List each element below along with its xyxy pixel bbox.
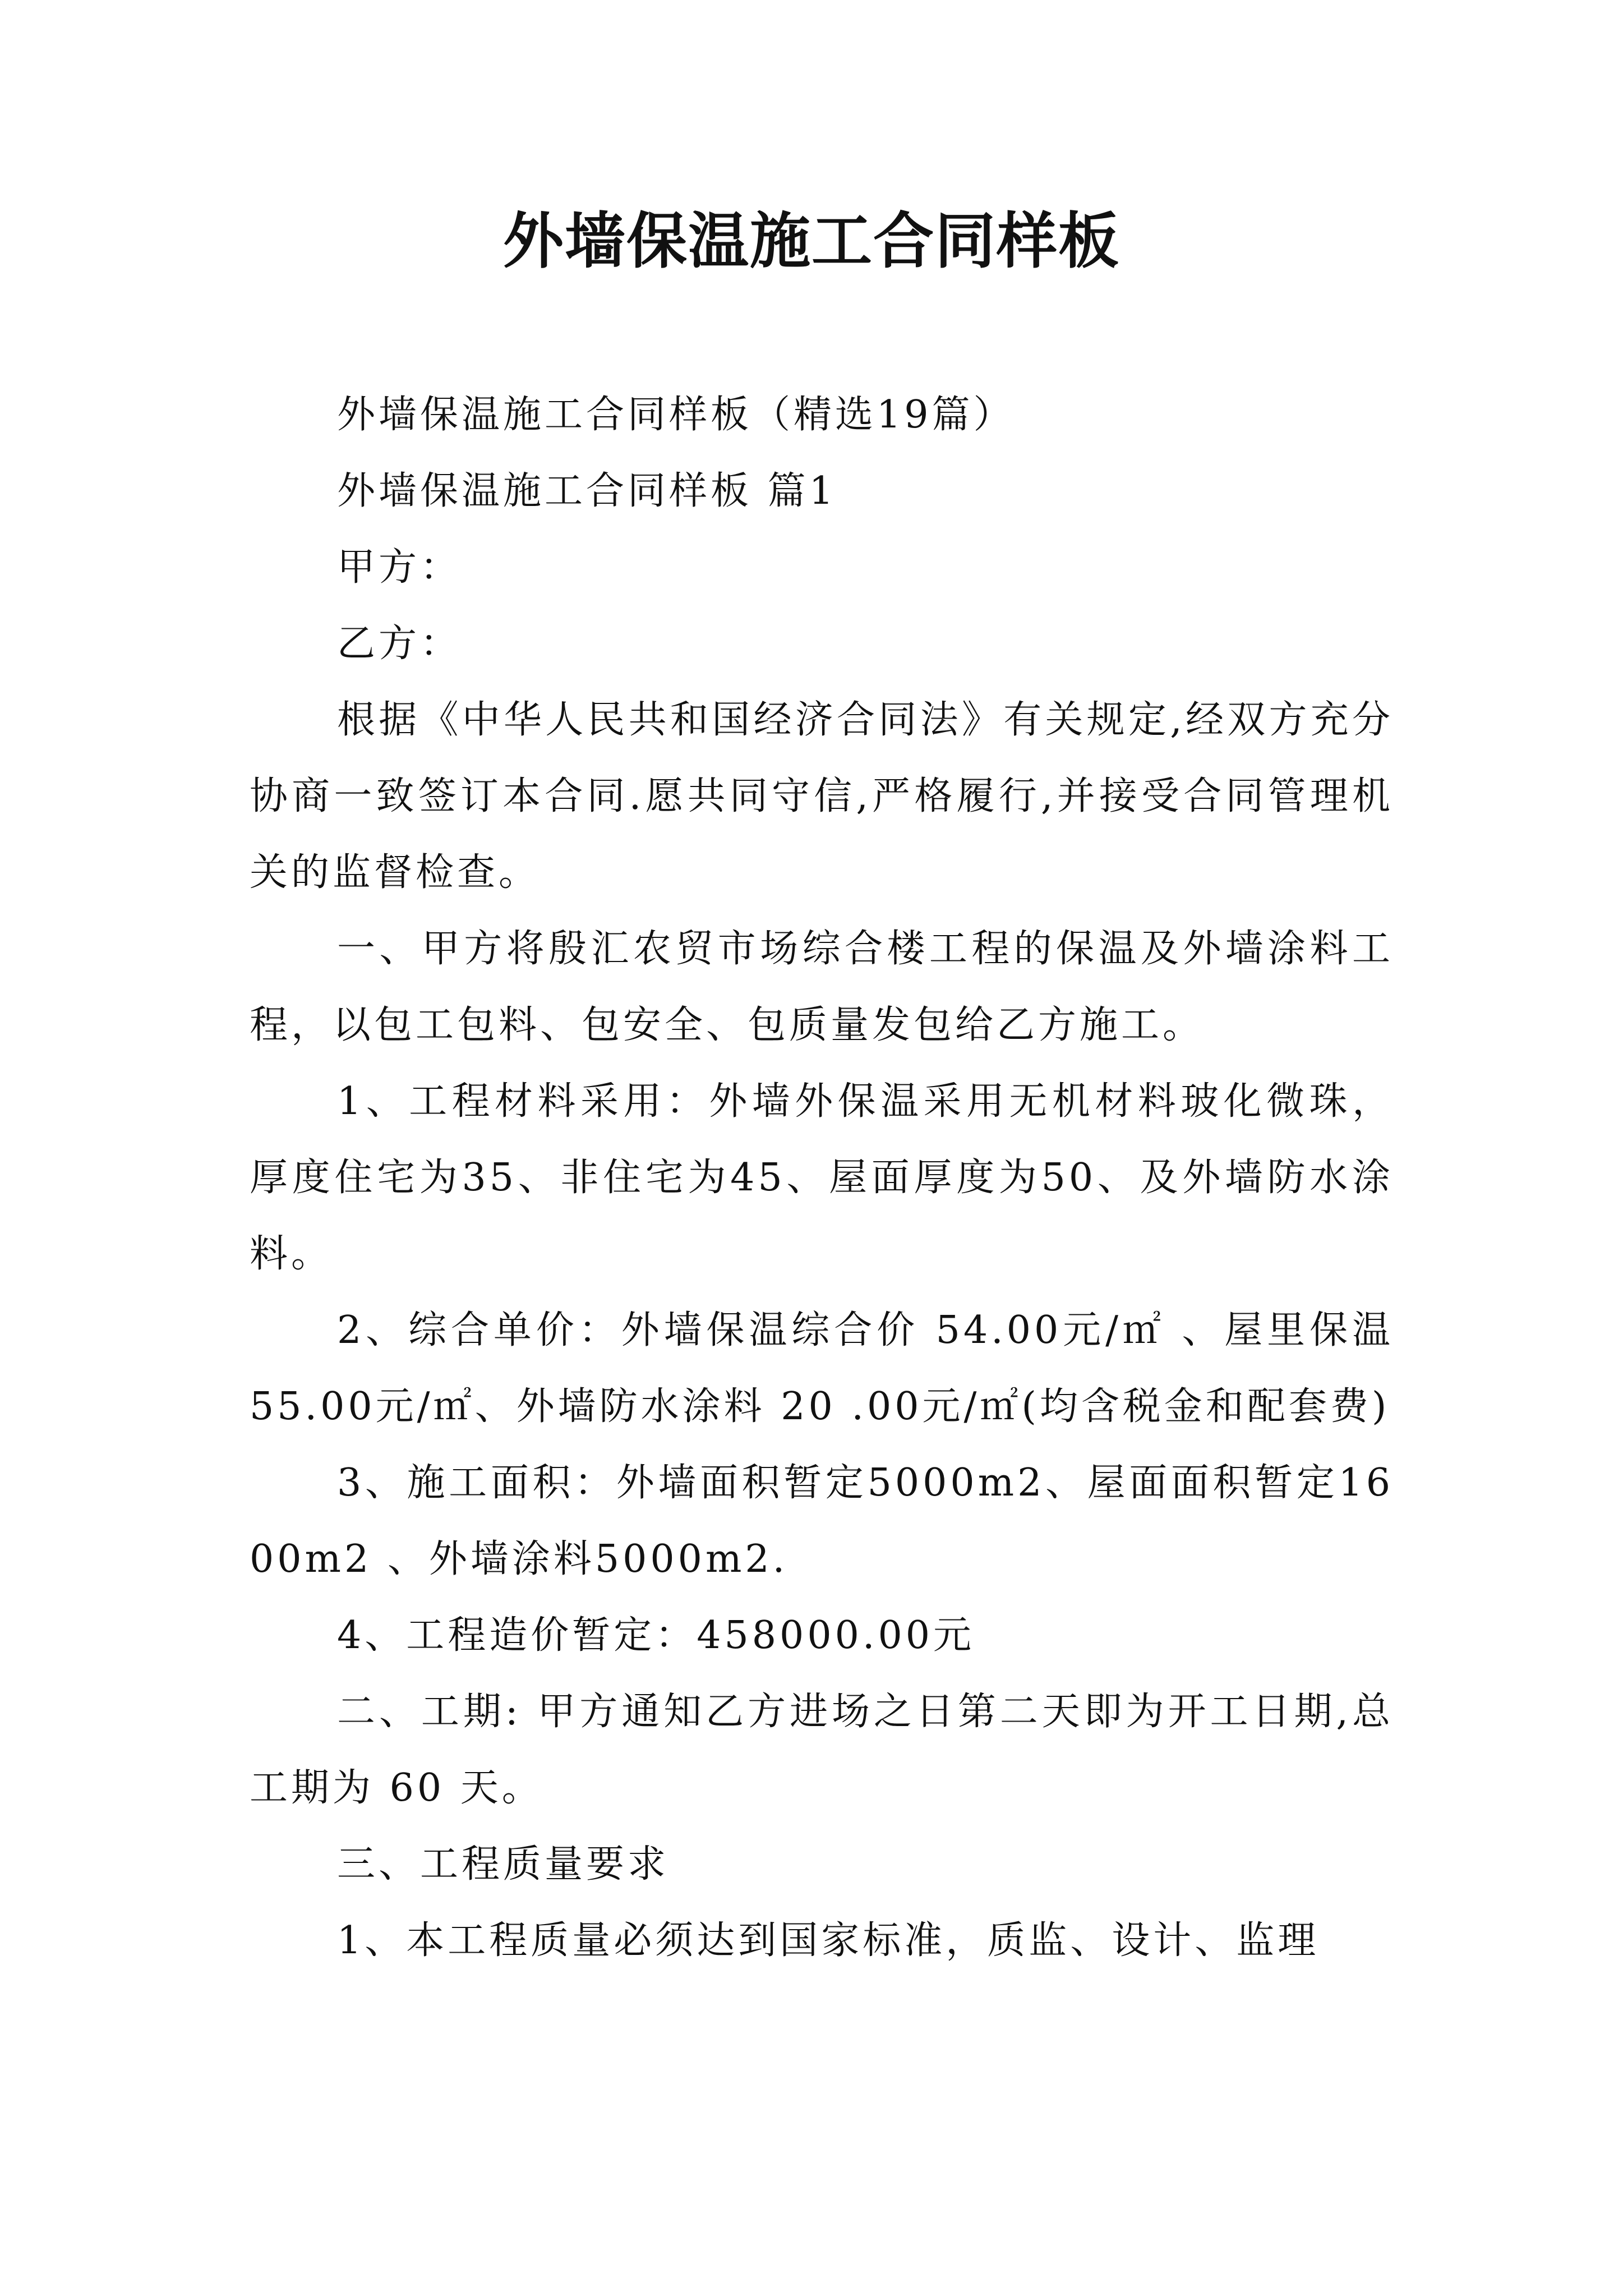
document-title: 外墙保温施工合同样板: [502, 206, 1120, 277]
paragraph-party-a: 甲方：: [337, 545, 462, 590]
paragraph-cost: 4、工程造价暂定：458000.00元: [337, 1613, 975, 1658]
paragraph-quality-1: 1、本工程质量必须达到国家标准，质监、设计、监理: [337, 1918, 1320, 1963]
paragraph-unit-price: 2、综合单价：外墙保温综合价 54.00元/㎡ 、屋里保温 55.00元/㎡、外墙防水涂料 20 .00元/㎡(均含税金和配套费): [250, 1308, 1394, 1429]
paragraph-materials: 1、工程材料采用：外墙外保温采用无机材料玻化微珠，厚度住宅为35、非住宅为45、屋面厚度为50、及外墙防水涂料。: [250, 1079, 1394, 1276]
paragraph-area: 3、施工面积：外墙面积暂定5000m2、屋面面积暂定1600m2 、外墙涂料5000m2.: [250, 1461, 1394, 1581]
paragraph-quality-heading: 三、工程质量要求: [337, 1842, 670, 1887]
paragraph-preamble: 根据《中华人民共和国经济合同法》有关规定,经双方充分协商一致签订本合同.愿共同守信,严格履行,并接受合同管理机关的监督检查。: [250, 698, 1394, 895]
paragraph-section-heading: 外墙保温施工合同样板 篇1: [337, 469, 837, 513]
document-body: [250, 377, 1394, 1979]
paragraph-party-b: 乙方：: [337, 622, 462, 666]
paragraph-clause-1: 一、甲方将殷汇农贸市场综合楼工程的保温及外墙涂料工程，以包工包料、包安全、包质量发包给乙方施工。: [250, 927, 1394, 1047]
paragraph-schedule: 二、工期: 甲方通知乙方进场之日第二天即为开工日期,总工期为 60 天。: [250, 1690, 1394, 1810]
paragraph-subtitle: 外墙保温施工合同样板（精选19篇）: [337, 393, 1015, 437]
